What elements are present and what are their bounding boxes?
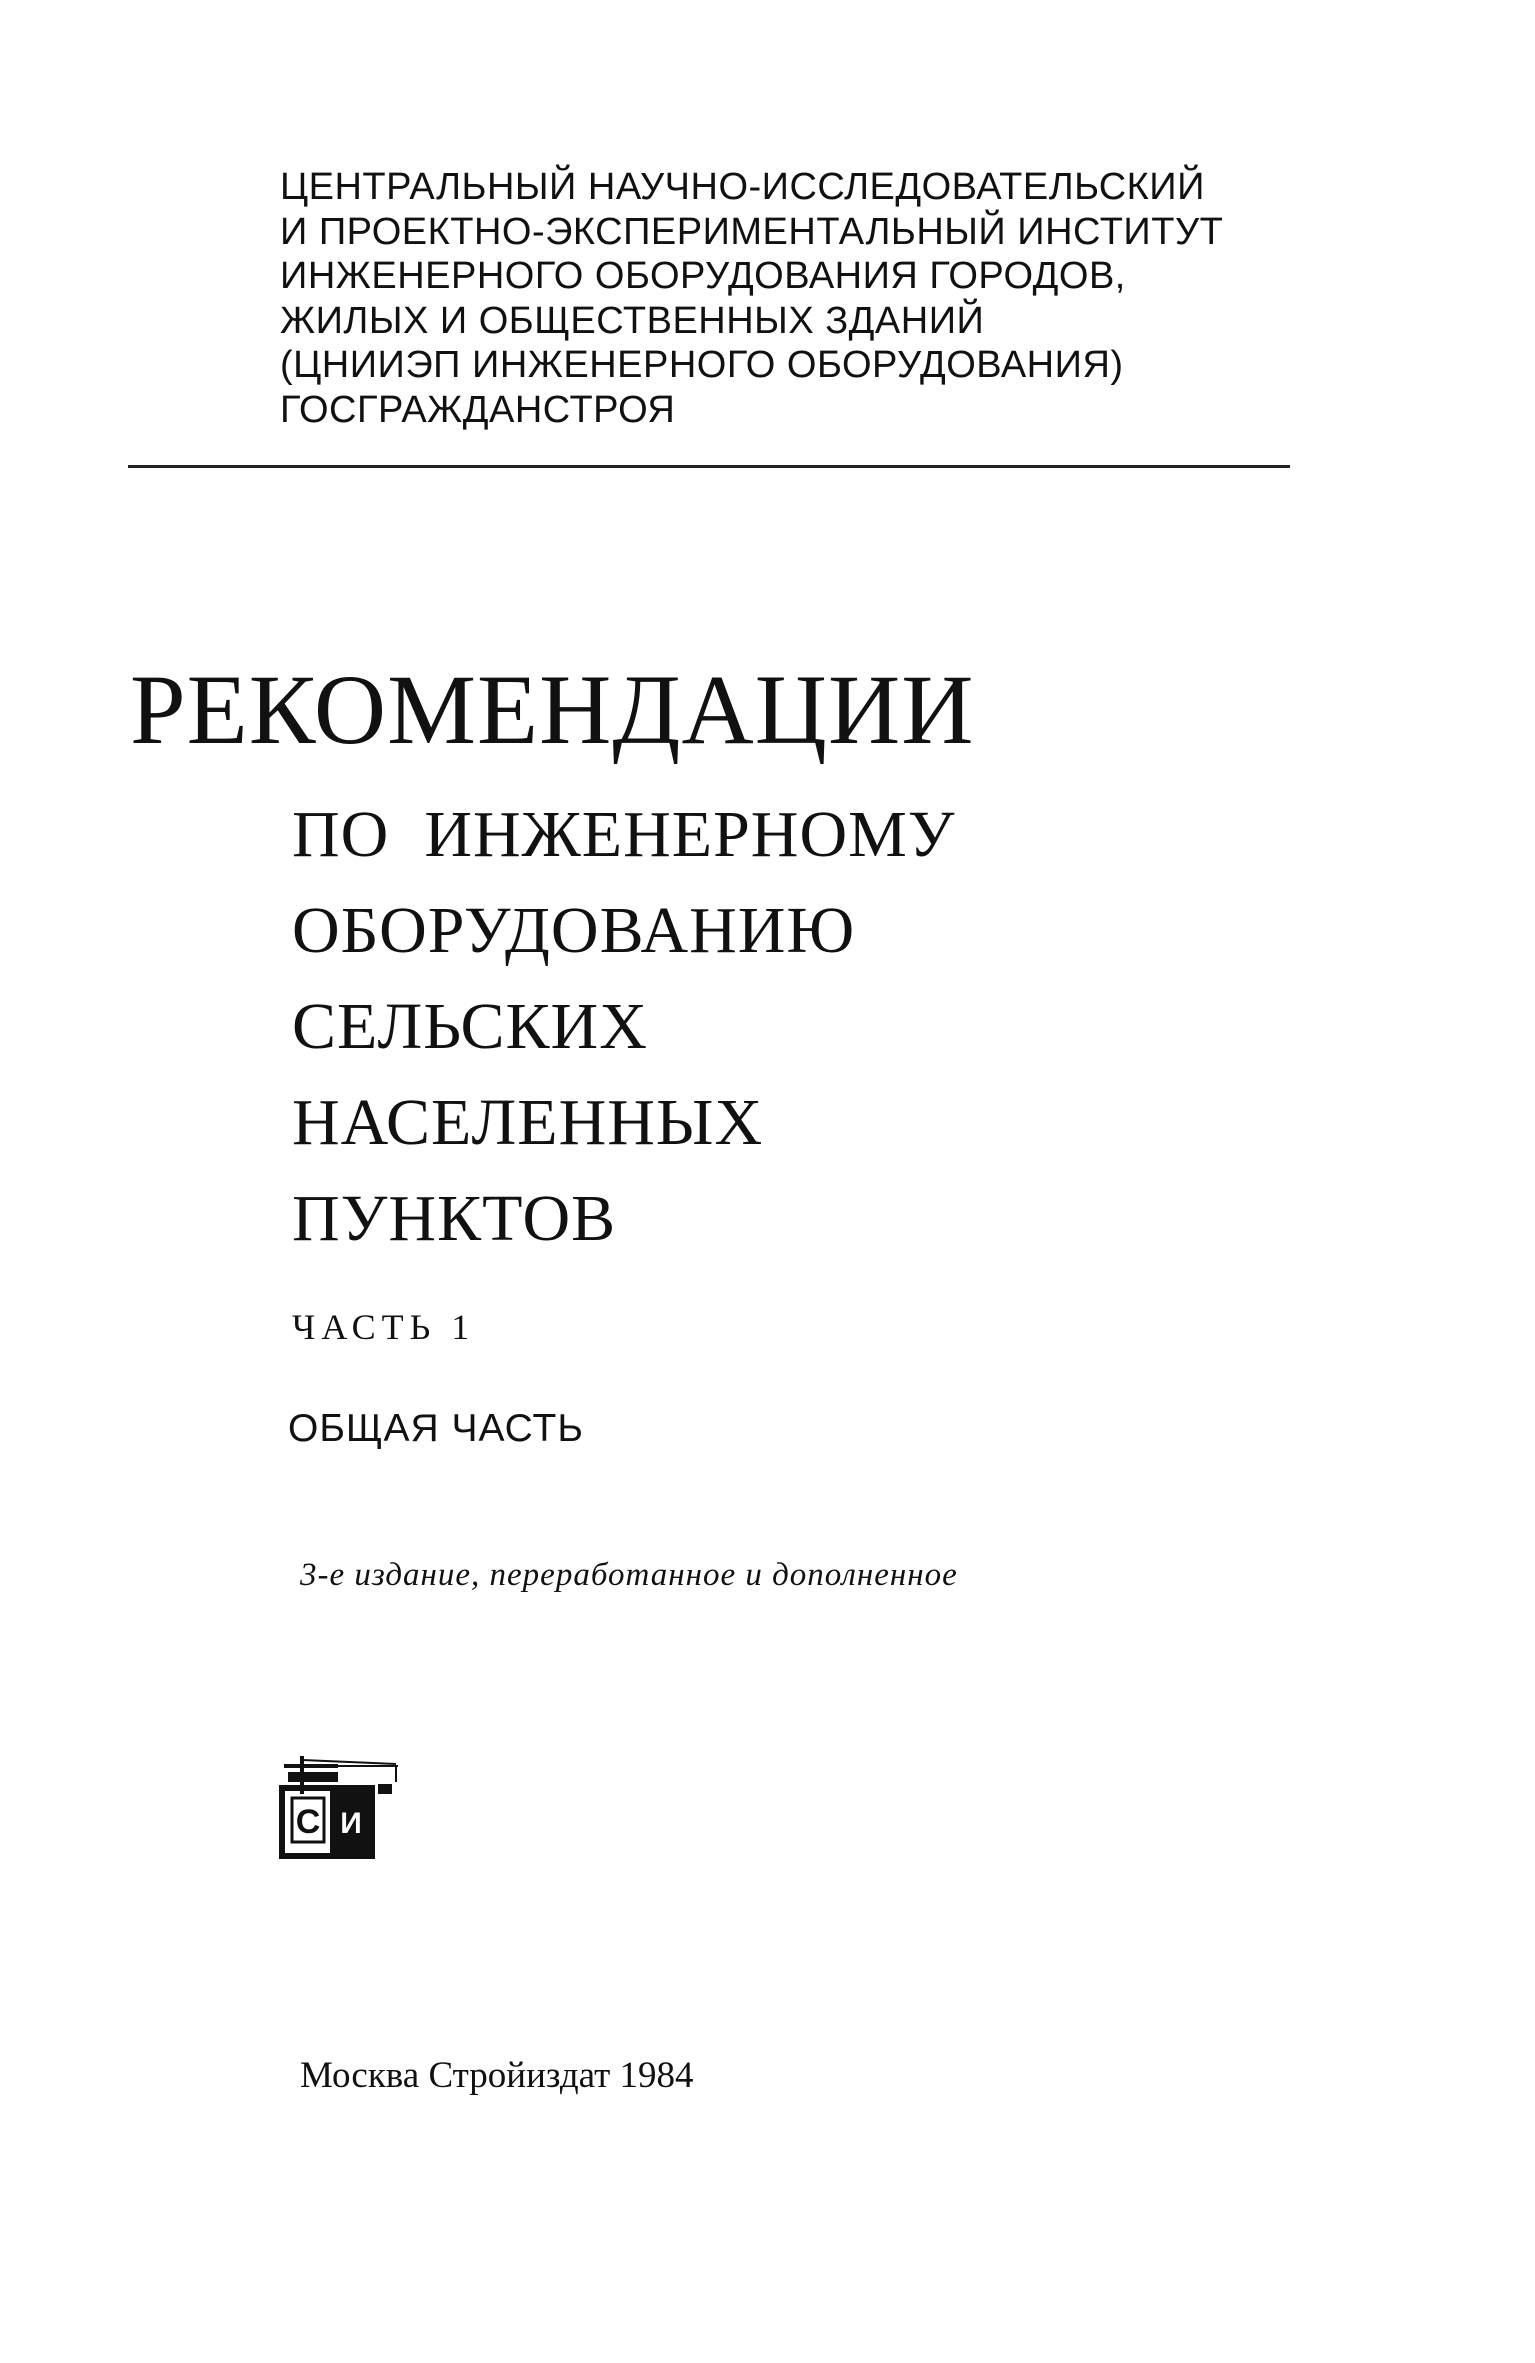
institution-block xyxy=(280,165,1280,432)
subtitle-line: НАСЕЛЕННЫХ xyxy=(292,1086,764,1159)
institution-line: И ПРОЕКТНО-ЭКСПЕРИМЕНТАЛЬНЫЙ ИНСТИТУТ xyxy=(280,210,1224,253)
institution-line: ГОСГРАЖДАНСТРОЯ xyxy=(280,388,676,431)
institution-line: ИНЖЕНЕРНОГО ОБОРУДОВАНИЯ ГОРОДОВ, xyxy=(280,255,1126,297)
subtitle-line: ОБОРУДОВАНИЮ xyxy=(292,894,856,967)
logo-letter-i: И xyxy=(340,1807,362,1840)
institution-line: ЦЕНТРАЛЬНЫЙ НАУЧНО-ИССЛЕДОВАТЕЛЬСКИЙ xyxy=(280,166,1205,208)
part-number: ЧАСТЬ 1 xyxy=(292,1307,476,1347)
edition-note: 3-е издание, переработанное и дополненное xyxy=(300,1557,958,1593)
horizontal-rule xyxy=(128,465,1290,468)
subtitle-line: ПО ИНЖЕНЕРНОМУ xyxy=(292,798,956,871)
main-title: РЕКОМЕНДАЦИИ xyxy=(130,654,975,765)
institution-line: (ЦНИИЭП ИНЖЕНЕРНОГО ОБОРУДОВАНИЯ) xyxy=(280,344,1124,386)
subtitle-line: СЕЛЬСКИХ xyxy=(292,990,648,1063)
logo-letter-s: С xyxy=(295,1803,321,1841)
institution-line: ЖИЛЫХ И ОБЩЕСТВЕННЫХ ЗДАНИЙ xyxy=(280,299,985,342)
subtitle-block xyxy=(292,787,956,1267)
stroyizdat-logo-icon xyxy=(278,1754,406,1860)
part-title: ОБЩАЯ ЧАСТЬ xyxy=(288,1407,584,1450)
subtitle-line: ПУНКТОВ xyxy=(292,1182,617,1255)
publisher-imprint: Москва Стройиздат 1984 xyxy=(300,2055,694,2096)
